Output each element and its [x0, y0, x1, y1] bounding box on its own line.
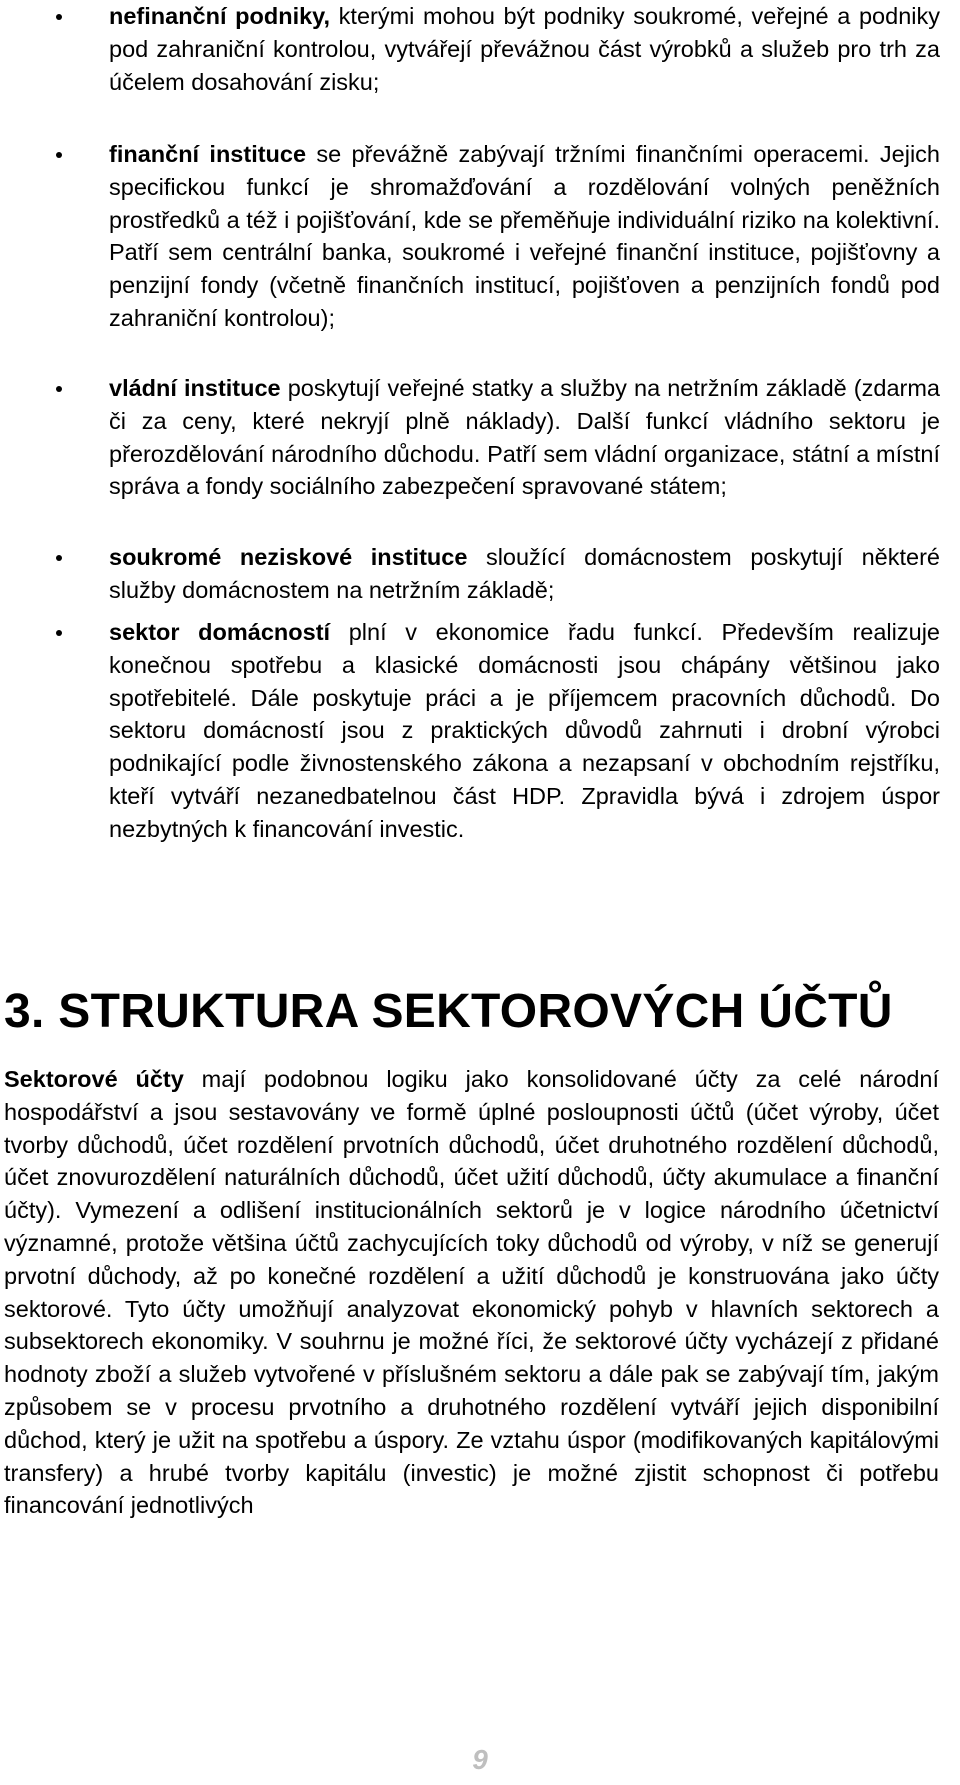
bullet-term: sektor domácností	[109, 619, 331, 645]
bullet-item-financial	[0, 138, 960, 335]
bullet-dot-icon	[56, 152, 62, 158]
bullet-item-nonprofit	[0, 541, 960, 607]
bullet-term: soukromé neziskové instituce	[109, 544, 468, 570]
paragraph-text: mají podobnou logiku jako konsolidované účty za celé národní hospodářství a jsou sestavovány ve formě úplné posloupnosti účtů (účet výroby, účet tvorby důchodů, účet rozdělení prvotních důchodů, účet druhotného rozdělení důchodů, účet znovurozdělení naturálních důchodů, účet užití důchodů, účty akumulace a finanční účty). Vymezení a odlišení institucionálních sektorů je v logice národního účetnictví významné, protože většina účtů zachycujících toky důchodů od výroby, v níž se generují prvotní důchody, až po konečné rozdělení a užití důchodů je konstruována jako účty sektorové. Tyto účty umožňují analyzovat ekonomický pohyb v hlavních sektorech a subsektorech ekonomiky. V souhrnu je možné říci, že sektorové účty vycházejí z přidané hodnoty zboží a služeb vytvořené v příslušném sektoru a dále pak se zabývají tím, jakým způsobem se v procesu prvotního a druhotného rozdělení vytváří jejich disponibilní důchod, který je užit na spotřebu a úspory. Ze vztahu úspor (modifikovaných kapitálovými transfery) a hrubé tvorby kapitálu (investic) je možné zjistit schopnost či potřebu financování jednotlivých	[4, 1066, 939, 1519]
bullet-text: kterými mohou být podniky soukromé, veřejné a podniky pod zahraniční kontrolou, vytvářejí převážnou část výrobků a služeb pro trh za účelem dosahování zisku;	[109, 3, 940, 95]
bullet-dot-icon	[56, 630, 62, 636]
bullet-term: nefinanční podniky,	[109, 3, 331, 29]
bullet-item-government	[0, 372, 960, 503]
bullet-dot-icon	[56, 555, 62, 561]
bullet-term: vládní instituce	[109, 375, 281, 401]
paragraph-lead: Sektorové účty	[4, 1066, 184, 1092]
bullet-item-households	[0, 616, 960, 846]
page-number: 9	[472, 1744, 488, 1775]
bullet-text: se převážně zabývají tržními finančními operacemi. Jejich specifickou funkcí je shromažďování a rozdělování volných peněžních prostředků a též i pojišťování, kde se přeměňuje individuální riziko na kolektivní. Patří sem centrální banka, soukromé i veřejné finanční instituce, pojišťovny a penzijní fondy (včetně finančních institucí, pojišťoven a penzijních fondů pod zahraniční kontrolou);	[109, 141, 940, 331]
section-heading: 3. STRUKTURA SEKTOROVÝCH ÚČTŮ	[4, 985, 893, 1038]
bullet-text: plní v ekonomice řadu funkcí. Především realizuje konečnou spotřebu a klasické domácnosti jsou chápány většinou jako spotřebitelé. Dále poskytuje práci a je příjemcem pracovních důchodů. Do sektoru domácností jsou z praktických důvodů zahrnuti i drobní výrobci podnikající podle živnostenského zákona a nezapsaní v obchodním rejstříku, kteří vytváří nezanedbatelnou část HDP. Zpravidla bývá i zdrojem úspor nezbytných k financování investic.	[109, 619, 940, 842]
bullet-text: poskytují veřejné statky a služby na netržním základě (zdarma či za ceny, které nekryjí plně náklady). Další funkcí vládního sektoru je přerozdělování národního důchodu. Patří sem vládní organizace, státní a místní správa a fondy sociálního zabezpečení spravované státem;	[109, 375, 940, 500]
bullet-dot-icon	[56, 14, 62, 20]
bullet-text: sloužící domácnostem poskytují některé služby domácnostem na netržním základě;	[109, 544, 940, 603]
bullet-item-nonfinancial	[0, 0, 960, 98]
bullet-dot-icon	[56, 386, 62, 392]
body-paragraph	[4, 1063, 939, 1522]
bullet-term: finanční instituce	[109, 141, 307, 167]
